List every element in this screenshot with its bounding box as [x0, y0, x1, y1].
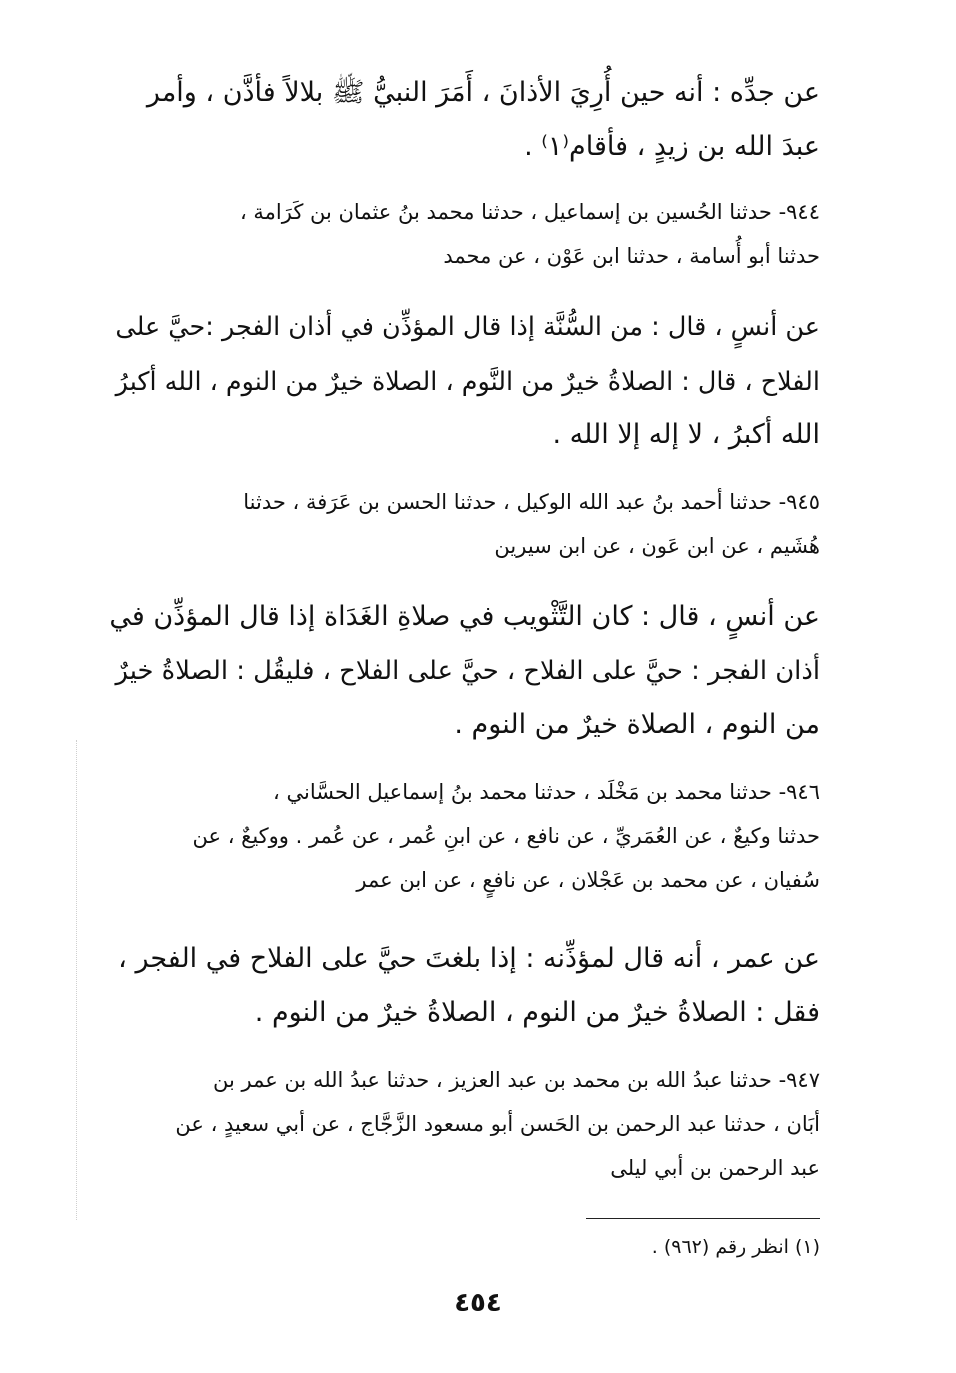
text-line: ٩٤٥- حدثنا أحمد بنُ عبد الله الوكيل ، حدثنا الحسن بن عَرَفة ، حدثنا	[243, 490, 820, 514]
text-line: عبد الرحمن بن أبي ليلى	[610, 1156, 820, 1180]
text-line: سُفيان ، عن محمد بن عَجْلان ، عن نافعٍ ، عن ابن عمر	[356, 868, 820, 892]
text-line: ٩٤٦- حدثنا محمد بن مَخْلَد ، حدثنا محمد بنُ إسماعيل الحسَّاني ،	[273, 780, 820, 804]
footnote: (١) انظر رقم (٩٦٢) .	[651, 1236, 820, 1258]
hadith-text-block	[108, 590, 820, 752]
margin-dotted-rule	[76, 740, 77, 1220]
text-line: الفلاح ، قال : الصلاةُ خيرٌ من النَّوم ، الصلاة خيرٌ من النوم ، الله أكبرُ	[115, 366, 820, 396]
isnad-block-947	[108, 1058, 820, 1190]
hadith-text-block	[108, 300, 820, 462]
text-line: الله أكبرُ ، لا إله إلا الله .	[552, 419, 820, 450]
isnad-block-944	[108, 190, 820, 278]
text-line: عن أنسٍ ، قال : كان التَّثْويب في صلاةِ الغَدَاة إذا قال المؤذِّن في	[109, 601, 820, 632]
text-line: ٩٤٧- حدثنا عبدُ الله بن محمد بن عبد العزيز ، حدثنا عبدُ الله بن عمر بن	[213, 1068, 820, 1092]
hadith-text-block	[108, 932, 820, 1040]
hadith-text-block	[108, 66, 820, 174]
text-line: من النوم ، الصلاة خيرٌ من النوم .	[454, 709, 820, 740]
footnote-separator	[586, 1218, 820, 1219]
page-number: ٤٥٤	[454, 1288, 502, 1318]
text-line: عن جدِّه : أنه حين أُرِيَ الأذانَ ، أَمَرَ النبيُّ ﷺ بلالاً فأذَّن ، وأمر	[146, 77, 820, 108]
text-line: حدثنا وكيعٌ ، عن العُمَريِّ ، عن نافع ، عن ابنِ عُمر ، عن عُمر . ووكيعٌ ، عن	[192, 824, 820, 848]
text-line: عن عمر ، أنه قال لمؤذِّنه : إذا بلغتَ حيَّ على الفلاح في الفجر ،	[118, 943, 820, 974]
isnad-block-945	[108, 480, 820, 568]
text-line: أبَان ، حدثنا عبد الرحمن بن الحَسن أبو مسعود الزَّجَّاج ، عن أبي سعيدٍ ، عن	[175, 1112, 820, 1136]
text-line: هُشَيم ، عن ابن عَون ، عن ابن سيرين	[494, 534, 820, 558]
text-line: حدثنا أبو أُسامة ، حدثنا ابن عَوْن ، عن محمد	[443, 244, 820, 268]
text-line: عن أنسٍ ، قال : من السُّنَّة إذا قال المؤذِّن في أذان الفجر :حيَّ على	[115, 312, 820, 342]
text-line: فقل : الصلاةُ خيرٌ من النوم ، الصلاةُ خيرٌ من النوم .	[254, 997, 820, 1028]
text-line: أذان الفجر : حيَّ على الفلاح ، حيَّ على الفلاح ، فليقُل : الصلاةُ خيرٌ	[115, 656, 820, 686]
text-line: ٩٤٤- حدثنا الحُسين بن إسماعيل ، حدثنا محمد بنُ عثمان بن كَرَامة ،	[239, 200, 820, 224]
text-line: عبدَ الله بن زيدٍ ، فأقام⁽١⁾ .	[524, 131, 820, 162]
isnad-block-946	[108, 770, 820, 902]
